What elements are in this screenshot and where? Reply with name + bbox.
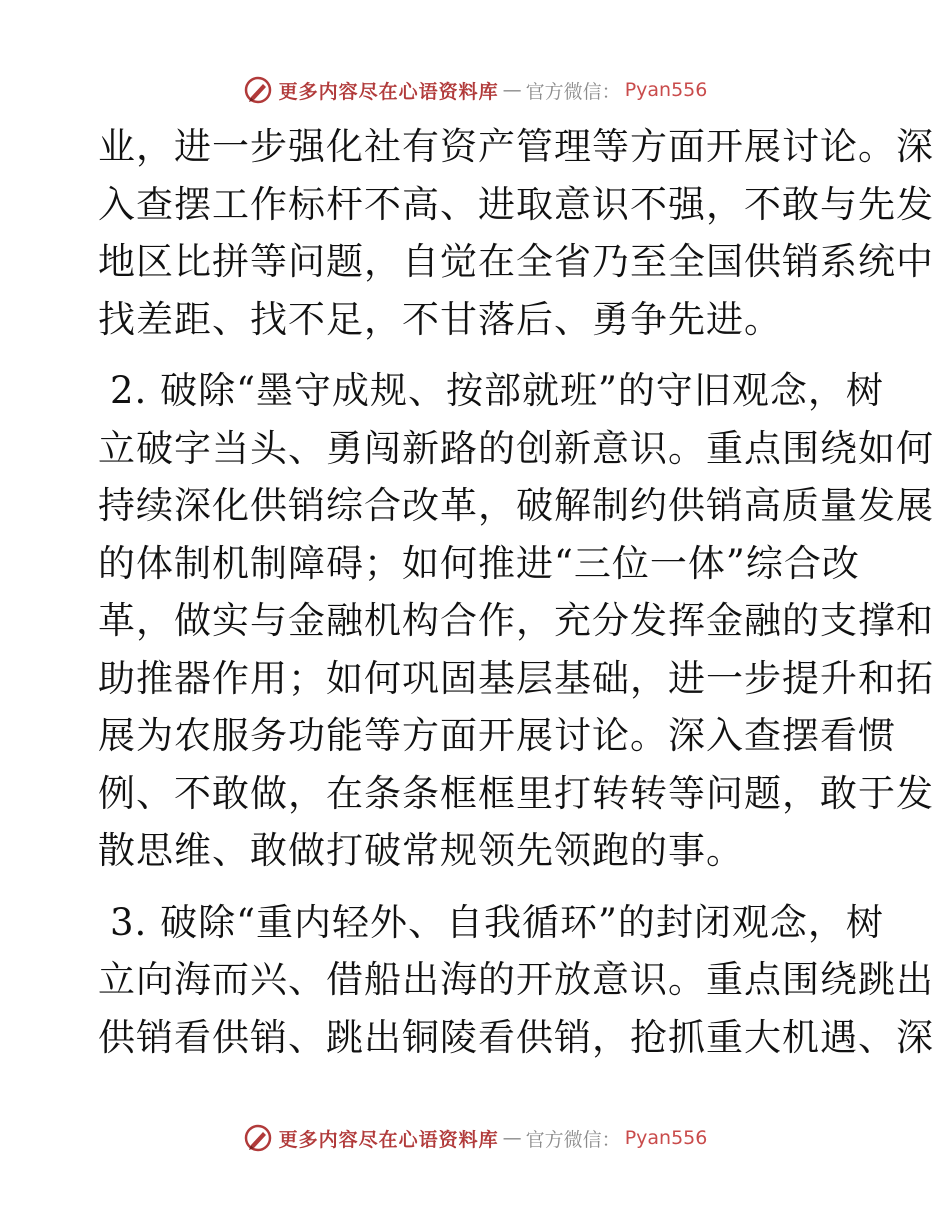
text-line: 3. 破除“重内轻外、自我循环”的封闭观念，树	[110, 900, 884, 944]
pen-logo-icon	[243, 75, 273, 105]
text-line: 革，做实与金融机构合作，充分发挥金融的支撑和	[98, 599, 934, 642]
document-body	[98, 118, 934, 1080]
banner-wechat-id: Pyan556	[624, 79, 708, 101]
banner-separator: —	[502, 79, 522, 101]
text-line: 例、不敢做，在条条框框里打转转等问题，敢于发	[98, 771, 934, 815]
pen-logo-icon	[243, 1123, 273, 1153]
text-line: 地区比拼等问题，自觉在全省乃至全国供销系统中	[98, 240, 934, 283]
banner-official-label: 官方微信：	[525, 80, 621, 103]
banner-brand-text: 更多内容尽在心语资料库	[278, 80, 499, 103]
text-line: 持续深化供销综合改革，破解制约供销高质量发展	[98, 484, 934, 527]
text-line: 业，进一步强化社有资产管理等方面开展讨论。深	[98, 125, 934, 168]
banner-wechat-id: Pyan556	[624, 1127, 708, 1149]
banner-separator: —	[502, 1127, 522, 1149]
footer-watermark-banner	[0, 1120, 950, 1156]
text-line: 散思维、敢做打破常规领先领跑的事。	[98, 829, 744, 872]
text-line: 立向海而兴、借船出海的开放意识。重点围绕跳出	[98, 958, 934, 1001]
text-line: 的体制机制障碍；如何推进“三位一体”综合改	[98, 541, 860, 585]
paragraph-item-2	[98, 362, 934, 880]
text-line: 找差距、找不足，不甘落后、勇争先进。	[98, 297, 782, 341]
text-line: 供销看供销、跳出铜陵看供销，抢抓重大机遇、深	[98, 1015, 934, 1059]
text-line: 2. 破除“墨守成规、按部就班”的守旧观念，树	[110, 369, 884, 412]
paragraph-item-3	[98, 894, 934, 1067]
header-watermark-banner	[0, 72, 950, 108]
text-line: 入查摆工作标杆不高、进取意识不强，不敢与先发	[98, 182, 934, 226]
paragraph-continuation	[98, 118, 934, 348]
text-line: 展为农服务功能等方面开展讨论。深入查摆看惯	[98, 714, 896, 757]
banner-official-label: 官方微信：	[525, 1128, 621, 1151]
text-line: 助推器作用；如何巩固基层基础，进一步提升和拓	[98, 656, 934, 700]
banner-brand-text: 更多内容尽在心语资料库	[278, 1128, 499, 1151]
text-line: 立破字当头、勇闯新路的创新意识。重点围绕如何	[98, 426, 934, 470]
